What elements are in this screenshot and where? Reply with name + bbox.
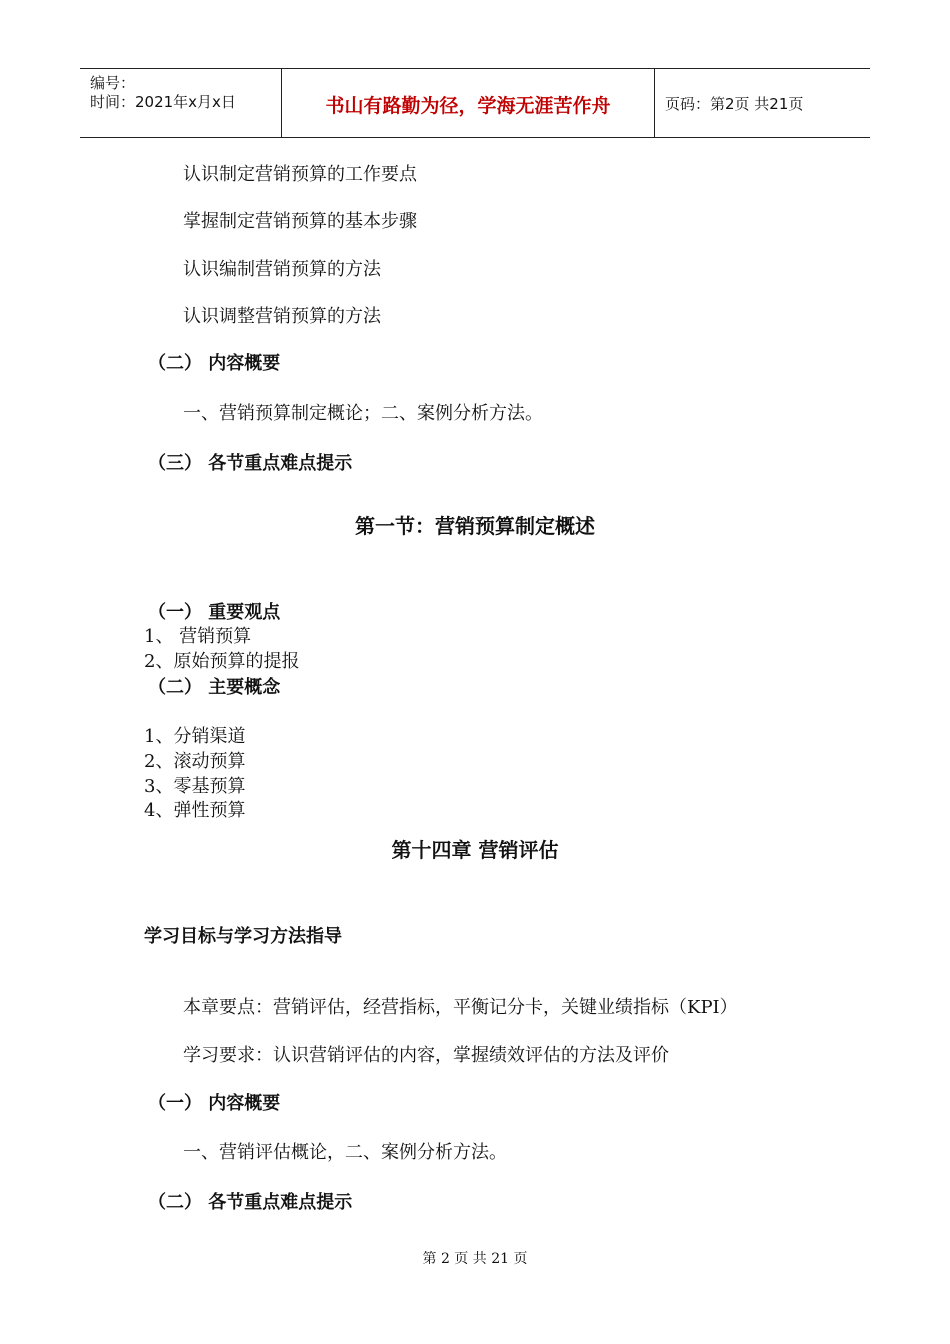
motto: 书山有路勤为径，学海无涯苦作舟 <box>325 95 611 117</box>
number-label: 编号： <box>90 74 136 92</box>
objective-item: 认识编制营销预算的方法 <box>183 259 381 280</box>
page-info: 页码：第2页 共21页 <box>665 95 804 113</box>
study-requirements: 学习要求：认识营销评估的内容，掌握绩效评估的方法及评价 <box>183 1045 669 1066</box>
summary-text: 一、营销评估概论，二、案例分析方法。 <box>183 1142 507 1163</box>
list-item: 3、零基预算 <box>144 776 246 797</box>
page-header <box>80 68 870 138</box>
list-item: 1、 营销预算 <box>144 626 252 647</box>
header-meta-cell <box>80 69 282 137</box>
section-heading: （二） 各节重点难点提示 <box>148 1192 353 1213</box>
study-heading: 学习目标与学习方法指导 <box>144 926 342 947</box>
list-item: 4、弹性预算 <box>144 800 246 821</box>
section-heading: （一） 重要观点 <box>148 602 281 623</box>
section-heading: （三） 各节重点难点提示 <box>148 453 353 474</box>
section-heading: （二） 主要概念 <box>148 677 281 698</box>
section-heading: （二） 内容概要 <box>148 353 281 374</box>
objective-item: 认识调整营销预算的方法 <box>183 306 381 327</box>
page-footer: 第 2 页 共 21 页 <box>422 1251 528 1267</box>
header-motto-cell <box>282 69 655 137</box>
time-label: 时间：2021年x月x日 <box>90 93 236 111</box>
chapter-points: 本章要点：营销评估，经营指标，平衡记分卡，关键业绩指标（KPI） <box>183 997 738 1018</box>
list-item: 1、分销渠道 <box>144 726 246 747</box>
chapter-title: 第十四章 营销评估 <box>391 838 559 862</box>
header-page-cell <box>655 69 870 137</box>
section-title: 第一节：营销预算制定概述 <box>355 514 595 538</box>
objective-item: 认识制定营销预算的工作要点 <box>183 164 417 185</box>
summary-text: 一、营销预算制定概论；二、案例分析方法。 <box>183 403 543 424</box>
objective-item: 掌握制定营销预算的基本步骤 <box>183 211 417 232</box>
section-heading: （一） 内容概要 <box>148 1093 281 1114</box>
list-item: 2、滚动预算 <box>144 751 246 772</box>
list-item: 2、原始预算的提报 <box>144 651 300 672</box>
